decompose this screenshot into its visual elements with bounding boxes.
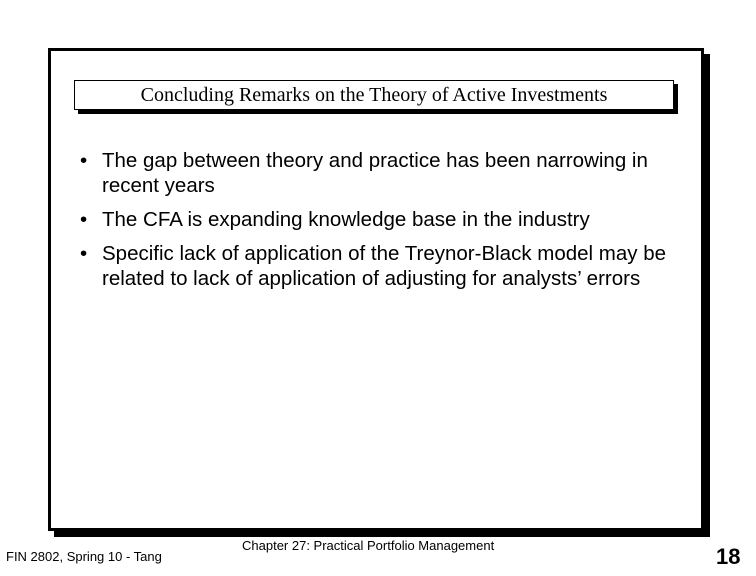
- bullet-icon: •: [80, 242, 88, 265]
- slide-title-box: [74, 80, 674, 110]
- slide-title: Concluding Remarks on the Theory of Active Investments: [140, 84, 608, 106]
- bullet-item: [80, 148, 670, 198]
- footer-chapter: Chapter 27: Practical Portfolio Management: [242, 538, 495, 553]
- bullet-icon: •: [80, 149, 88, 172]
- bullet-text: Specific lack of application of the Treynor-Black model may be related to lack of application of adjusting for analysts’ errors: [102, 242, 667, 290]
- page-number: 18: [716, 544, 741, 569]
- bullet-text: The gap between theory and practice has been narrowing in recent years: [102, 149, 648, 197]
- footer-course: FIN 2802, Spring 10 - Tang: [6, 549, 162, 564]
- bullet-text: The CFA is expanding knowledge base in the industry: [102, 208, 590, 231]
- bullet-item: [80, 241, 670, 291]
- bullet-item: [80, 207, 670, 232]
- bullet-icon: •: [80, 208, 88, 231]
- bullet-list: [80, 148, 670, 300]
